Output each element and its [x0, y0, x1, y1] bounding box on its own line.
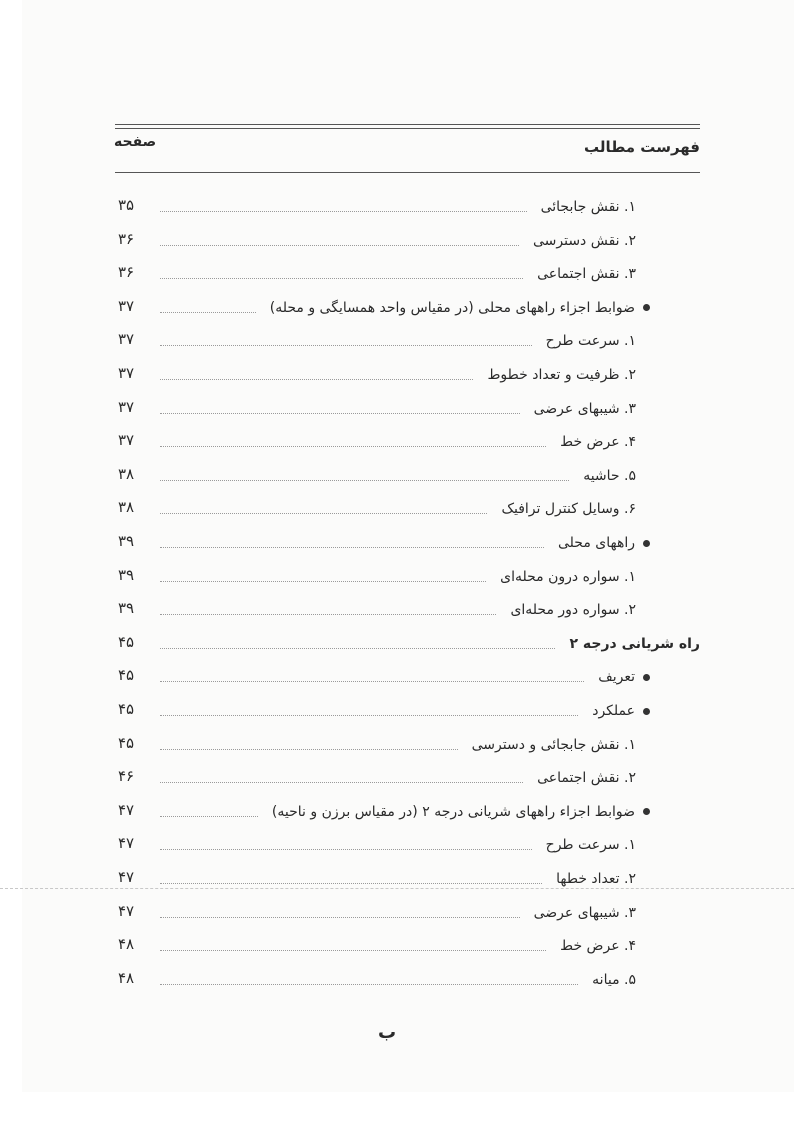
toc-page-number: ۴۵	[117, 632, 135, 651]
toc-row	[110, 229, 700, 253]
toc-row	[110, 329, 700, 353]
toc-entry	[272, 800, 650, 824]
toc-entry-text: ۵. حاشیه	[583, 467, 636, 484]
dot-leader	[160, 833, 532, 850]
toc-row	[110, 833, 700, 857]
toc-entry	[270, 296, 650, 320]
toc-row	[110, 733, 700, 757]
bullet-icon	[643, 808, 650, 815]
bullet-icon	[643, 674, 650, 681]
toc-page-number: ۳۸	[117, 464, 135, 483]
dot-leader	[160, 867, 542, 884]
toc-entry	[546, 833, 636, 857]
bullet-icon	[643, 304, 650, 311]
dot-leader	[160, 565, 486, 582]
dot-leader	[160, 531, 544, 548]
toc-entry-text: ۶. وسایل کنترل ترافیک	[501, 501, 636, 518]
toc-entry-text: ۱. سرعت طرح	[545, 837, 636, 854]
dot-leader	[160, 968, 578, 985]
toc-entry	[560, 430, 636, 454]
toc-page-number: ۴۷	[117, 800, 135, 819]
dot-leader	[160, 296, 256, 313]
toc-entry-text: ۱. نقش جابجائی	[540, 199, 636, 215]
dot-leader	[160, 430, 546, 447]
toc-entry-text: راههای محلی	[558, 535, 635, 551]
dot-leader	[160, 901, 520, 918]
toc-row	[110, 464, 700, 488]
toc-entry	[534, 397, 636, 421]
header-rule-top	[115, 124, 700, 125]
toc-row	[110, 901, 700, 925]
toc-row	[110, 665, 700, 689]
bullet-icon	[643, 540, 650, 547]
toc-entry	[541, 195, 636, 219]
toc-entry	[510, 598, 636, 622]
toc-entry-text: ۲. نقش اجتماعی	[537, 770, 636, 787]
toc-entry	[537, 262, 636, 286]
toc-page-number: ۴۷	[117, 834, 135, 853]
toc-entry	[533, 229, 636, 253]
header-rule-bottom	[115, 172, 700, 173]
toc-row	[110, 430, 700, 454]
toc-entry-text: ضوابط اجزاء راههای شریانی درجه ۲ (در مقیاس برزن و ناحیه)	[271, 803, 635, 820]
toc-section-heading	[569, 632, 700, 656]
dot-leader	[160, 766, 523, 783]
toc-page-number: ۳۶	[117, 263, 135, 282]
toc-page-number: ۴۸	[117, 935, 135, 954]
toc-row	[110, 565, 700, 589]
toc-row	[110, 800, 700, 824]
toc-entry	[583, 464, 636, 488]
toc-row	[110, 497, 700, 521]
dot-leader	[160, 598, 496, 615]
dot-leader	[160, 699, 578, 716]
toc-entry	[546, 329, 636, 353]
scan-artifact-line	[0, 888, 794, 890]
toc-entry-text: ۲. سواره دور محله‌ای	[510, 602, 636, 619]
toc-page-number: ۳۷	[117, 364, 135, 382]
toc-entry	[592, 968, 636, 992]
toc-row	[110, 934, 700, 958]
toc-row	[110, 598, 700, 622]
dot-leader	[160, 363, 473, 380]
toc-entry	[598, 665, 650, 689]
dot-leader	[160, 397, 520, 414]
header-rule-second	[115, 128, 700, 129]
toc-entry	[501, 497, 636, 521]
toc-entry-text: ضوابط اجزاء راههای محلی (در مقیاس واحد همسایگی و محله)	[269, 299, 635, 316]
toc-title: فهرست مطالب	[584, 138, 700, 156]
toc-page-number: ۳۷	[117, 431, 135, 450]
toc-entry-text: تعریف	[598, 669, 635, 686]
toc-page-number: ۳۹	[117, 599, 135, 618]
dot-leader	[160, 665, 584, 682]
toc-page-number: ۳۹	[117, 565, 135, 584]
toc-entry-text: عملکرد	[592, 703, 635, 719]
toc-page-number: ۴۸	[117, 968, 135, 987]
toc-entry	[472, 733, 636, 757]
toc-row	[110, 699, 700, 723]
toc-page-number: ۴۵	[117, 666, 135, 685]
dot-leader	[160, 632, 555, 649]
dot-leader	[160, 262, 523, 279]
dot-leader	[160, 934, 546, 951]
toc-page-number: ۳۹	[117, 532, 135, 550]
toc-row	[110, 397, 700, 421]
toc-entry-text: ۳. شیبهای عرضی	[533, 904, 636, 921]
toc-entry-text: ۱. سرعت طرح	[545, 333, 636, 350]
toc-entry	[500, 565, 636, 589]
toc-row	[110, 766, 700, 790]
toc-page-number: ۴۵	[117, 733, 135, 752]
toc-page-number: ۳۶	[117, 229, 135, 248]
toc-row	[110, 262, 700, 286]
toc-page-number: ۴۷	[117, 901, 135, 920]
bullet-icon	[643, 708, 650, 715]
dot-leader	[160, 800, 258, 817]
toc-entry-text: ۴. عرض خط	[560, 938, 636, 955]
toc-row	[110, 195, 700, 219]
toc-page-number: ۳۷	[117, 330, 135, 349]
toc-row	[110, 531, 700, 555]
page-column-label: صفحه	[114, 134, 157, 150]
toc-entry	[592, 699, 650, 723]
toc-row	[110, 632, 700, 656]
dot-leader	[160, 497, 487, 514]
toc-entry-text: ۲. ظرفیت و تعداد خطوط	[487, 367, 636, 383]
toc-entry-text: ۵. میانه	[592, 971, 636, 988]
dot-leader	[160, 464, 569, 481]
dot-leader	[160, 733, 458, 750]
toc-entry-text: ۳. شیبهای عرضی	[533, 400, 636, 417]
toc-page-number: ۴۷	[117, 868, 135, 886]
dot-leader	[160, 229, 519, 246]
toc-entry-text: راه شریانی درجه ۲	[569, 635, 700, 652]
toc-row	[110, 363, 700, 387]
toc-entry	[560, 934, 636, 958]
toc-row	[110, 968, 700, 992]
dot-leader	[160, 329, 532, 346]
toc-page-number: ۳۸	[117, 498, 135, 517]
toc-entry-text: ۱. سواره درون محله‌ای	[500, 568, 636, 585]
footer-page-number: ب	[378, 1022, 397, 1043]
toc-entry	[487, 363, 636, 387]
dot-leader	[160, 195, 527, 212]
toc-entry-text: ۱. نقش جابجائی و دسترسی	[471, 736, 636, 753]
toc-page-number: ۳۷	[117, 397, 135, 416]
toc-entry	[537, 766, 636, 790]
toc-entry-text: ۳. نقش اجتماعی	[537, 266, 636, 283]
toc-entry	[558, 531, 650, 555]
toc-page-number: ۴۶	[117, 767, 135, 786]
toc-page-number: ۳۷	[117, 296, 135, 315]
toc-entry	[534, 901, 636, 925]
toc-page-number: ۴۵	[117, 700, 135, 718]
toc-row	[110, 296, 700, 320]
toc-entry-text: ۲. تعداد خطها	[556, 871, 636, 887]
toc-page-number: ۳۵	[117, 196, 135, 214]
toc-entry-text: ۲. نقش دسترسی	[532, 232, 636, 249]
toc-entry-text: ۴. عرض خط	[560, 434, 636, 451]
